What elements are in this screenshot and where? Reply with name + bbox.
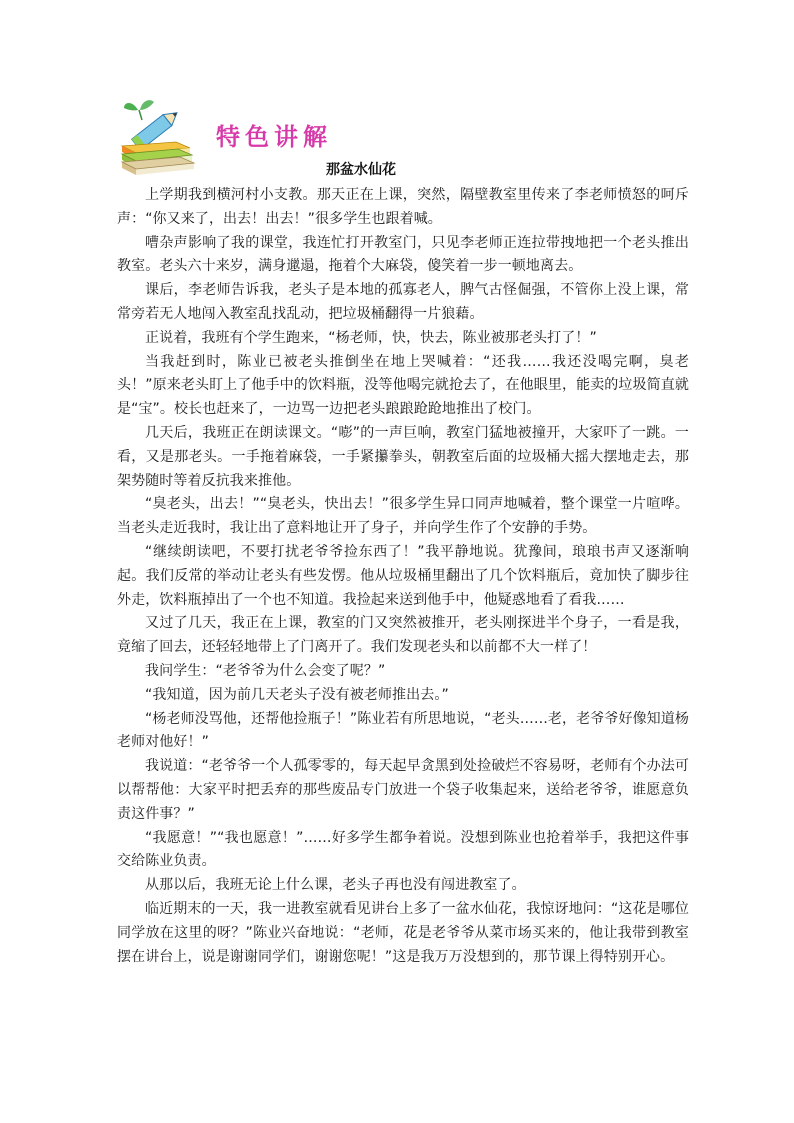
story-paragraph: “我愿意！”“我也愿意！”……好多学生都争着说。没想到陈业也抢着举手，我把这件事交给陈业负责。 [117, 829, 689, 870]
story-paragraph: 几天后，我班正在朗读课文。“嘭”的一声巨响，教室门猛地被撞开，大家吓了一跳。一看，又是那老头。一手拖着麻袋，一手紧攥拳头，朝教室后面的垃圾桶大摇大摆地走去，那架势随时等着反抗我来推他。 [117, 424, 689, 489]
story-paragraph: 我说道：“老爷爷一个人孤零零的，每天起早贪黑到处捡破烂不容易呀，老师有个办法可以帮帮他：大家平时把丢弃的那些废品专门放进一个袋子收集起来，送给老爷爷，谁愿意负责这件事？” [117, 758, 689, 822]
story-paragraph: 正说着，我班有个学生跑来，“杨老师，快，快去，陈业被那老头打了！” [145, 329, 597, 346]
story-paragraph: “我知道，因为前几天老头子没有被老师推出去。” [145, 686, 449, 703]
story-paragraph: 我问学生：“老爷爷为什么会变了呢？” [145, 662, 386, 679]
story-title: 那盆水仙花 [326, 162, 396, 178]
story-paragraph: 又过了几天，我正在上课，教室的门又突然被推开，老头刚探进半个身子，一看是我，竟缩了回去，还轻轻地带上了门离开了。我们发现老头和以前都不大一样了！ [117, 615, 689, 656]
story-paragraph: 当我赶到时，陈业已被老头推倒坐在地上哭喊着：“还我……我还没喝完啊，臭老头！”原来老头盯上了他手中的饮料瓶，没等他喝完就抢去了，在他眼里，能卖的垃圾简直就是“宝”。校长也赶来了，一边骂一边把老头踉踉跄跄地推出了校门。 [117, 353, 689, 418]
story-paragraph: 课后，李老师告诉我，老头子是本地的孤寡老人，脾气古怪倔强，不管你上没上课，常常旁若无人地闯入教室乱找乱动，把垃圾桶翻得一片狼藉。 [117, 282, 689, 322]
section-title: 特色讲解 [216, 122, 332, 151]
story-paragraph: 上学期我到横河村小支教。那天正在上课，突然，隔壁教室里传来了李老师愤怒的呵斥声：“你又来了，出去！出去！”很多学生也跟着喊。 [117, 187, 689, 227]
story-paragraph: 临近期末的一天，我一进教室就看见讲台上多了一盆水仙花，我惊讶地问：“这花是哪位同学放在这里的呀？”陈业兴奋地说：“老师，花是老爷爷从菜市场买来的，他让我带到教室摆在讲台上，说是谢谢同学们，谢谢您呢！”这是我万万没想到的，那节课上得特别开心。 [117, 900, 689, 965]
story-body [117, 184, 689, 969]
story-paragraph: 从那以后，我班无论上什么课，老头子再也没有闯进教室了。 [145, 877, 526, 894]
story-paragraph: “杨老师没骂他，还帮他捡瓶子！”陈业若有所思地说，“老头……老，老爷爷好像知道杨老师对他好！” [117, 710, 689, 751]
story-paragraph: 嘈杂声影响了我的课堂，我连忙打开教室门，只见李老师正连拉带拽地把一个老头推出教室。老头六十来岁，满身邋遢，拖着个大麻袋，傻笑着一步一顿地离去。 [117, 234, 689, 275]
story-paragraph: “继续朗读吧，不要打扰老爷爷捡东西了！”我平静地说。犹豫间，琅琅书声又逐渐响起。我们反常的举动让老头有些发愣。他从垃圾桶里翻出了几个饮料瓶后，竟加快了脚步往外走，饮料瓶掉出了一个也不知道。我捡起来送到他手中，他疑惑地看了看我…… [117, 543, 689, 608]
books-and-pencil-icon [118, 96, 202, 176]
story-paragraph: “臭老头，出去！”“臭老头，快出去！”很多学生异口同声地喊着，整个课堂一片喧哗。当老头走近我时，我让出了意料地让开了身子，并向学生作了个安静的手势。 [117, 496, 689, 537]
